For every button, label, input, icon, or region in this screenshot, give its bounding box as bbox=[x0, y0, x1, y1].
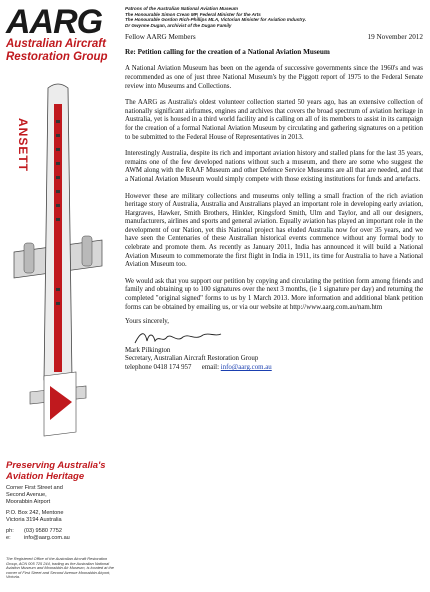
tagline-line2: Aviation Heritage bbox=[6, 471, 85, 482]
letter-body bbox=[125, 6, 423, 373]
patron-line: The Honourable Simon Crean MP, Federal Minister for the Arts bbox=[125, 11, 261, 17]
email-address: info@aarg.com.au bbox=[24, 535, 70, 541]
salutation: Fellow AARG Members bbox=[125, 33, 196, 42]
patron-line: The Honourable Gordon Rich-Phillips MLA, Victorian Minister for Aviation Industry. bbox=[125, 17, 307, 23]
address-line: Corner First Street and bbox=[6, 485, 63, 491]
patron-line: Patrons of the Australian National Aviation Museum bbox=[125, 6, 238, 11]
letterhead-sidebar bbox=[0, 0, 120, 592]
handwritten-signature bbox=[133, 329, 223, 347]
signer-block bbox=[125, 347, 423, 373]
letter-date: 19 November 2012 bbox=[367, 33, 423, 42]
aarg-logo bbox=[6, 3, 116, 64]
address-line: Moorabbin Airport bbox=[6, 499, 51, 505]
patrons-list bbox=[125, 6, 423, 28]
paragraph: We would ask that you support our petition by copying and circulating the petition form among friends and family and obtaining up to 100 signatures over the next 3 months, (ie 1 signature per day) and returning the completed "original signed" forms to us by 1 March 2013. More information and additional blank petition forms can be obtained by emailing us, or via our website at http://www.aarg.com.au/nam.htm bbox=[125, 277, 423, 311]
address-line: Second Avenue, bbox=[6, 492, 47, 498]
tel-label: telephone bbox=[125, 364, 152, 371]
paragraph: However these are military collections and museums only telling a small fraction of the rich aviation heritage story of Australia, Australia and Australians played an important role in developing early aviation, Hargraves, Hawker, Smith Brothers, Hinkler, Kingsford Smith, Ulm and Taylor, and all our designers, manufacturers, airlines and sports and general aviation. Equally aviation has played an important role in the development of our Nation, yet this National project has eluded Australia now for over 35 years, and we have seen the Centenaries of these Australian historical events commence without any formal body to celebrate and promote them. As recently as January 2011, India has announced it will build a National Aviation Museum to commemorate the first flight in India in 1911, its time for Australia to have a National Aviation Museum too. bbox=[125, 192, 423, 269]
tagline-line1: Preserving Australia's bbox=[6, 460, 106, 471]
patron-line: Dr Gwynne Dugan, archivist of the Dugan Family bbox=[125, 22, 232, 28]
livery-text: ANSETT bbox=[16, 118, 30, 172]
po-line: P.O. Box 242, Mentone bbox=[6, 510, 64, 516]
email-row bbox=[6, 535, 118, 542]
registered-office-note: The Registered Office of the Australian Aircraft Restoration Group, ACN 005 725 244, trading as the Australian National Aviation Museum and Moorabbin Air Museum, is located at the corner of First Street and Second Avenue Moorabbin Airport, Victoria. bbox=[6, 556, 114, 580]
logo-mark: AARG bbox=[6, 3, 103, 41]
email-link[interactable]: info@aarg.com.au bbox=[220, 364, 272, 371]
phone-label: ph: bbox=[6, 528, 14, 534]
tel-number: 0418 174 957 bbox=[153, 364, 192, 371]
phone-number: (03) 9580 7752 bbox=[24, 528, 62, 534]
paragraph: Interestingly Australia, despite its rich and important aviation history and stalled plans for the last 35 years, remains one of the few developed nations without such a museum, and there are some who suggest the AWM along with the RAAF Museum and other Defence Service Museums are all that are needed, and that a National Aviation Museum would simply compete with those existing institutions for funds and artefacts. bbox=[125, 150, 423, 183]
signer-name: Mark Pilkington bbox=[125, 346, 171, 354]
org-name-line2: Restoration Group bbox=[6, 51, 108, 63]
signer-title: Secretary, Australian Aircraft Restoration Group bbox=[125, 355, 259, 363]
org-name-line1: Australian Aircraft bbox=[6, 38, 106, 50]
paragraph: The AARG as Australia's oldest volunteer collection started 50 years ago, has an extensive collection of nationally significant airframes, engines and archives that covers the broad spectrum of aviation heritage in Australia, yet is housed in a third world facility and is calling on all of its members to assist in its campaign for the creation of a formal National Aviation Museum by circulating and gathering signatures on a petition to be submitted to the Federal House of Representatives in 2013. bbox=[125, 99, 423, 141]
org-address bbox=[6, 485, 118, 542]
email-label: email: bbox=[201, 364, 220, 371]
letter-meta bbox=[125, 33, 423, 42]
po-line: Victoria 3194 Australia bbox=[6, 517, 62, 523]
phone-row bbox=[6, 528, 118, 535]
closing: Yours sincerely, bbox=[125, 318, 170, 326]
tagline bbox=[6, 460, 118, 482]
signer-contact bbox=[125, 364, 423, 373]
email-label: e: bbox=[6, 535, 11, 541]
paragraph: A National Aviation Museum has been on the agenda of successive governments since the 1960's and was recommended as one of just three National Museum's by the Piggott report of 1975 to the Federal Senate review into Museums and Collections. bbox=[125, 65, 423, 90]
letter-subject: Re: Petition calling for the creation of a National Aviation Museum bbox=[125, 48, 330, 57]
